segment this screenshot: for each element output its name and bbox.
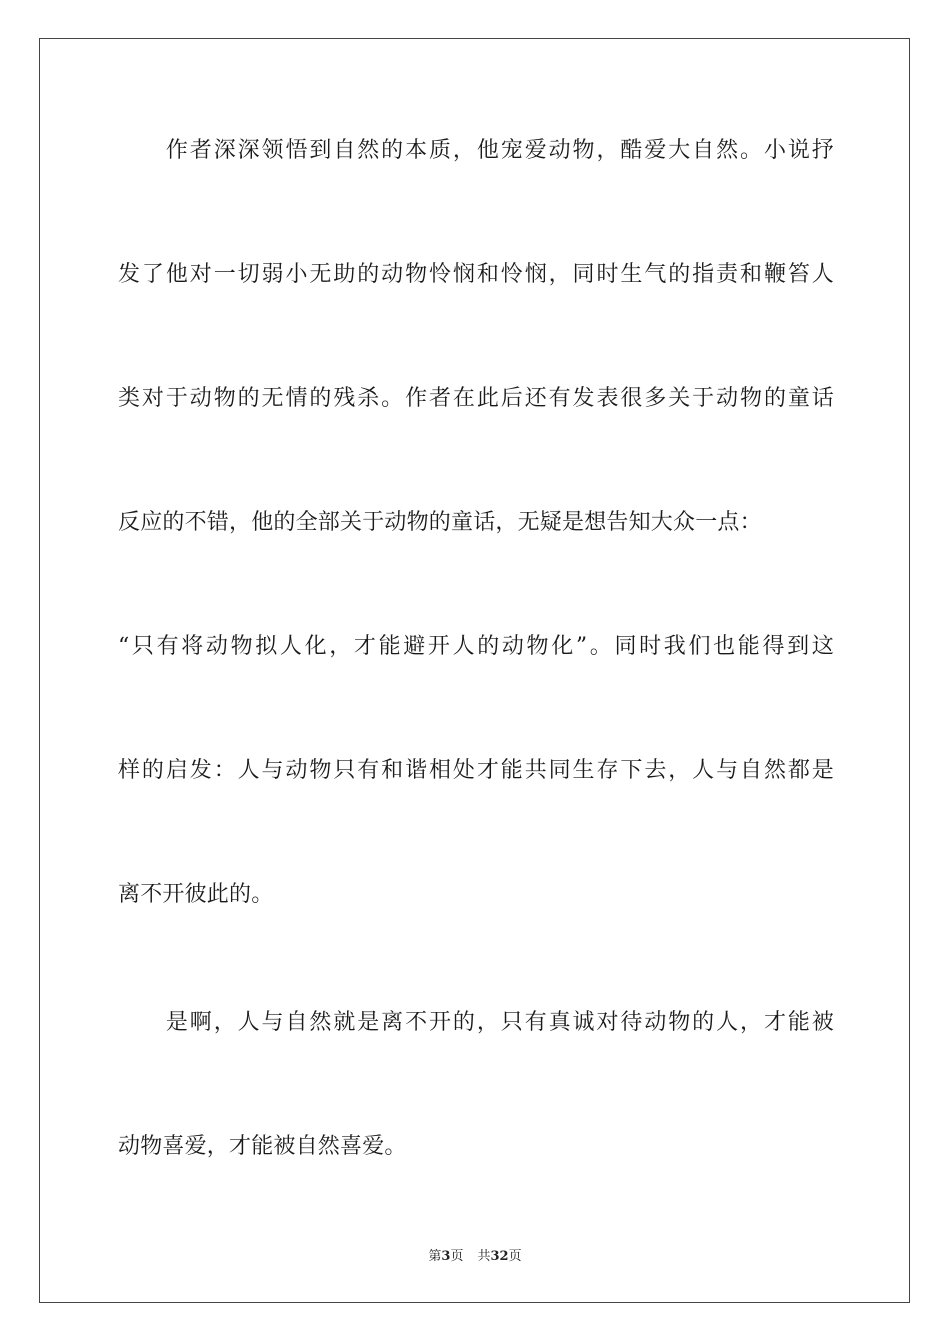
text-line-6: 样的启发：人与动物只有和谐相处才能共同生存下去，人与自然都是 bbox=[118, 758, 834, 783]
text-line-9: 动物喜爱，才能被自然喜爱。 bbox=[118, 1134, 407, 1159]
footer-page-number: 3 bbox=[441, 1249, 451, 1264]
footer-total-prefix: 共 bbox=[477, 1249, 491, 1264]
page-border bbox=[39, 38, 910, 1303]
text-line-1: 作者深深领悟到自然的本质，他宠爱动物，酷爱大自然。小说抒 bbox=[118, 138, 834, 163]
text-line-7: 离不开彼此的。 bbox=[118, 882, 274, 907]
footer-page-prefix: 第 bbox=[428, 1249, 442, 1264]
text-line-3: 类对于动物的无情的残杀。作者在此后还有发表很多关于动物的童话 bbox=[118, 386, 834, 411]
footer-total-suffix: 页 bbox=[508, 1249, 522, 1264]
text-line-2: 发了他对一切弱小无助的动物怜悯和怜悯，同时生气的指责和鞭笞人 bbox=[118, 262, 834, 287]
text-line-4: 反应的不错，他的全部关于动物的童话，无疑是想告知大众一点： bbox=[118, 510, 762, 535]
text-line-5: “只有将动物拟人化，才能避开人的动物化”。同时我们也能得到这 bbox=[118, 634, 834, 659]
footer-total-pages: 32 bbox=[490, 1249, 509, 1264]
page-footer bbox=[0, 1248, 950, 1266]
footer-page-suffix: 页 bbox=[450, 1249, 464, 1264]
text-line-8: 是啊，人与自然就是离不开的，只有真诚对待动物的人，才能被 bbox=[118, 1010, 834, 1035]
